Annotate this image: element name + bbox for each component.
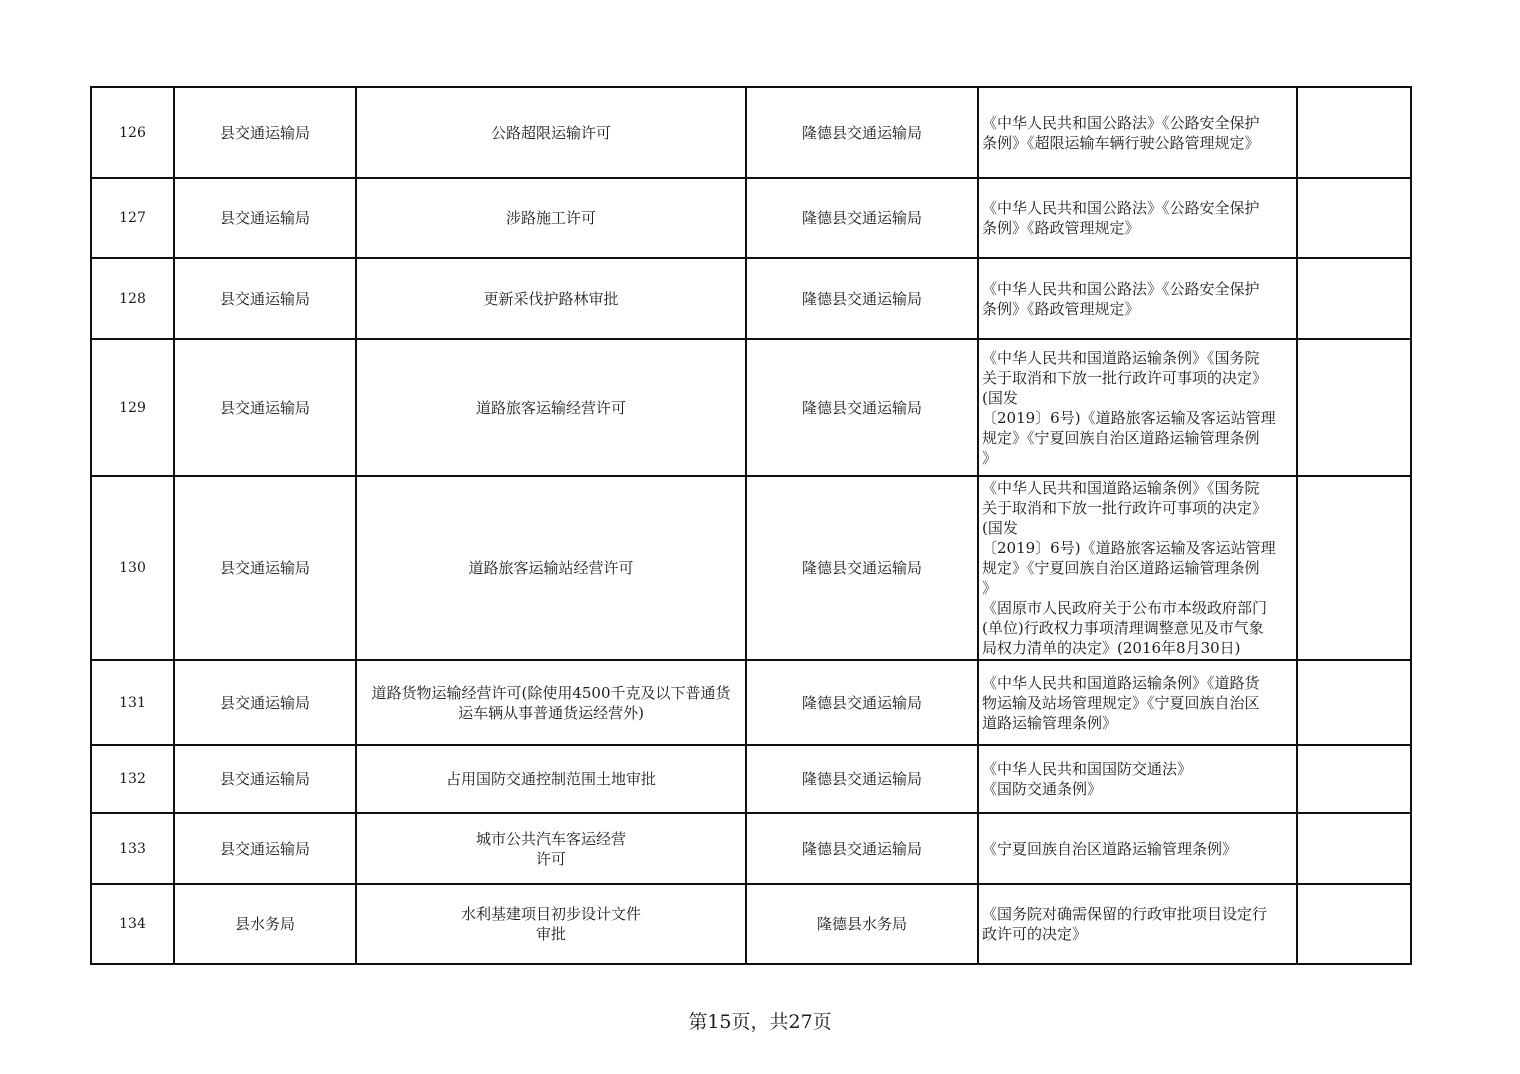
item-line: 道路货物运输经营许可(除使用4500千克及以下普通货 <box>371 683 731 702</box>
item-cell <box>356 660 746 745</box>
row-number: 128 <box>91 258 174 339</box>
legal-basis-cell <box>978 813 1297 884</box>
basis-line: 《中华人民共和国道路运输条例》《道路货 <box>982 673 1260 692</box>
department-cell: 县交通运输局 <box>174 476 356 660</box>
implementing-agency-cell: 隆德县交通运输局 <box>746 660 978 745</box>
implementing-agency-cell: 隆德县交通运输局 <box>746 87 978 178</box>
page-number: 第15页，共27页 <box>688 1011 832 1033</box>
legal-basis-cell <box>978 87 1297 178</box>
item-cell <box>356 476 746 660</box>
legal-basis-cell <box>978 660 1297 745</box>
table-row <box>91 884 1411 964</box>
implementing-agency-cell: 隆德县交通运输局 <box>746 745 978 813</box>
legal-basis-cell <box>978 339 1297 476</box>
row-number: 127 <box>91 178 174 258</box>
department-cell: 县水务局 <box>174 884 356 964</box>
department-cell: 县交通运输局 <box>174 660 356 745</box>
implementing-agency-cell: 隆德县交通运输局 <box>746 339 978 476</box>
remarks-cell <box>1297 660 1411 745</box>
legal-basis-cell <box>978 745 1297 813</box>
basis-line: 》 <box>982 579 998 597</box>
table-row <box>91 258 1411 339</box>
remarks-cell <box>1297 87 1411 178</box>
row-number: 133 <box>91 813 174 884</box>
basis-line: 《国务院对确需保留的行政审批项目设定行 <box>982 905 1268 923</box>
basis-line: 关于取消和下放一批行政许可事项的决定》 <box>982 368 1268 387</box>
item-line: 城市公共汽车客运经营 <box>475 829 626 848</box>
table-row <box>91 476 1411 660</box>
item-line: 涉路施工许可 <box>505 209 596 227</box>
item-cell <box>356 813 746 884</box>
item-cell <box>356 884 746 964</box>
basis-line: (国发 <box>982 519 1018 537</box>
basis-line: 〔2019〕6号)《道路旅客运输及客运站管理 <box>982 408 1276 427</box>
legal-basis-cell <box>978 884 1297 964</box>
basis-line: 《中华人民共和国公路法》《公路安全保护 <box>982 113 1260 132</box>
remarks-cell <box>1297 884 1411 964</box>
table-row <box>91 87 1411 178</box>
remarks-cell <box>1297 476 1411 660</box>
basis-line: 《中华人民共和国道路运输条例》《国务院 <box>982 479 1260 497</box>
basis-line: 《国防交通条例》 <box>982 780 1103 798</box>
table-row <box>91 745 1411 813</box>
department-cell: 县交通运输局 <box>174 87 356 178</box>
legal-basis-cell <box>978 258 1297 339</box>
basis-line: 《中华人民共和国国防交通法》 <box>982 760 1193 778</box>
row-number: 134 <box>91 884 174 964</box>
item-line: 占用国防交通控制范围土地审批 <box>445 770 656 788</box>
basis-line: 条例》《路政管理规定》 <box>982 219 1140 237</box>
basis-line: 《中华人民共和国公路法》《公路安全保护 <box>982 279 1260 298</box>
department-cell: 县交通运输局 <box>174 258 356 339</box>
item-line: 运车辆从事普通货运经营外) <box>458 703 644 722</box>
item-line: 道路旅客运输站经营许可 <box>468 559 634 577</box>
remarks-cell <box>1297 339 1411 476</box>
table-row <box>91 660 1411 745</box>
row-number: 132 <box>91 745 174 813</box>
item-line: 许可 <box>535 849 566 868</box>
permit-table-body <box>91 87 1411 964</box>
row-number: 126 <box>91 87 174 178</box>
department-cell: 县交通运输局 <box>174 339 356 476</box>
basis-line: 《固原市人民政府关于公布市本级政府部门 <box>982 599 1268 617</box>
table-row <box>91 813 1411 884</box>
item-line: 更新采伐护路林审批 <box>483 289 619 308</box>
item-cell <box>356 745 746 813</box>
basis-line: 〔2019〕6号)《道路旅客运输及客运站管理 <box>982 539 1276 557</box>
department-cell: 县交通运输局 <box>174 745 356 813</box>
basis-line: 关于取消和下放一批行政许可事项的决定》 <box>982 499 1268 517</box>
item-line: 道路旅客运输经营许可 <box>475 398 626 417</box>
remarks-cell <box>1297 178 1411 258</box>
basis-line: 局权力清单的决定》(2016年8月30日) <box>982 639 1241 657</box>
row-number: 130 <box>91 476 174 660</box>
item-cell <box>356 87 746 178</box>
item-cell <box>356 339 746 476</box>
legal-basis-cell <box>978 178 1297 258</box>
table-row <box>91 178 1411 258</box>
basis-line: 条例》《路政管理规定》 <box>982 299 1140 318</box>
basis-line: 规定》《宁夏回族自治区道路运输管理条例 <box>982 428 1260 447</box>
basis-line: 条例》《超限运输车辆行驶公路管理规定》 <box>982 133 1260 152</box>
legal-basis-cell <box>978 476 1297 660</box>
item-line: 公路超限运输许可 <box>490 123 611 142</box>
implementing-agency-cell: 隆德县交通运输局 <box>746 178 978 258</box>
item-line: 审批 <box>535 925 566 943</box>
item-line: 水利基建项目初步设计文件 <box>460 905 641 923</box>
basis-line: 《宁夏回族自治区道路运输管理条例》 <box>982 839 1238 858</box>
item-cell <box>356 178 746 258</box>
item-cell <box>356 258 746 339</box>
row-number: 129 <box>91 339 174 476</box>
basis-line: 政许可的决定》 <box>982 925 1088 943</box>
department-cell: 县交通运输局 <box>174 178 356 258</box>
basis-line: 》 <box>982 448 998 467</box>
implementing-agency-cell: 隆德县交通运输局 <box>746 258 978 339</box>
implementing-agency-cell: 隆德县交通运输局 <box>746 476 978 660</box>
basis-line: 规定》《宁夏回族自治区道路运输管理条例 <box>982 559 1260 577</box>
basis-line: (单位)行政权力事项清理调整意见及市气象 <box>982 619 1264 637</box>
department-cell: 县交通运输局 <box>174 813 356 884</box>
basis-line: 道路运输管理条例》 <box>982 713 1118 732</box>
table-row <box>91 339 1411 476</box>
implementing-agency-cell: 隆德县交通运输局 <box>746 813 978 884</box>
remarks-cell <box>1297 258 1411 339</box>
basis-line: 《中华人民共和国公路法》《公路安全保护 <box>982 199 1260 217</box>
basis-line: 《中华人民共和国道路运输条例》《国务院 <box>982 348 1260 367</box>
basis-line: (国发 <box>982 388 1018 407</box>
remarks-cell <box>1297 813 1411 884</box>
permit-table <box>90 86 1412 965</box>
row-number: 131 <box>91 660 174 745</box>
remarks-cell <box>1297 745 1411 813</box>
basis-line: 物运输及站场管理规定》《宁夏回族自治区 <box>982 693 1260 712</box>
implementing-agency-cell: 隆德县水务局 <box>746 884 978 964</box>
